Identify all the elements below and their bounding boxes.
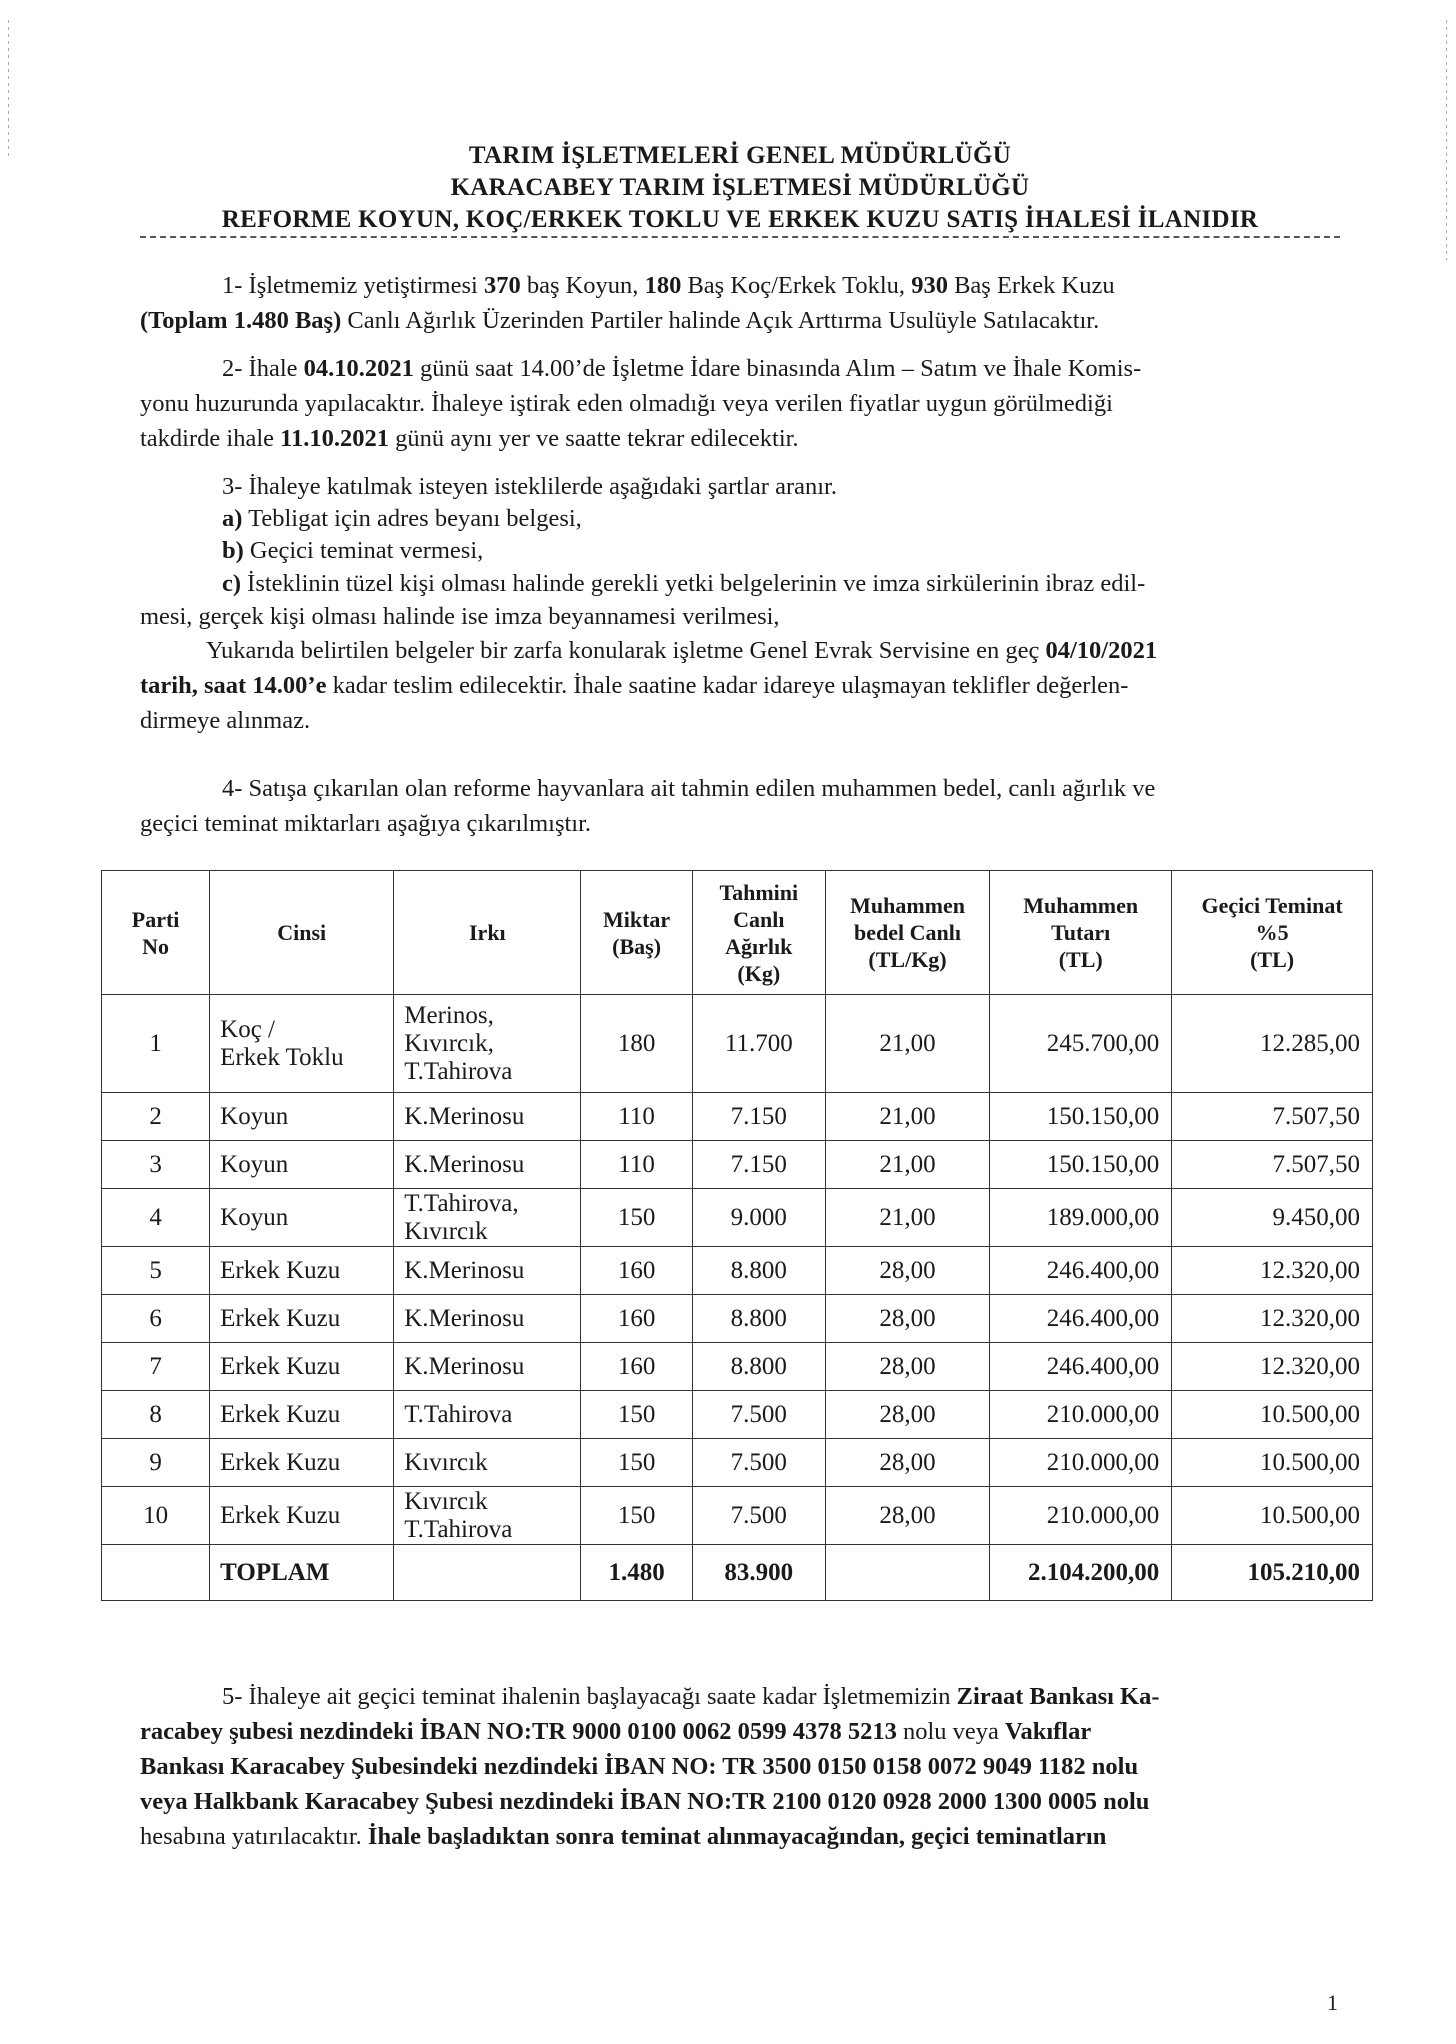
header-bedel: Muhammen bedel Canlı (TL/Kg)	[825, 871, 989, 995]
cell-cinsi	[210, 1487, 394, 1545]
cell-cinsi-line: Koyun	[220, 1102, 289, 1130]
cell-irki-line: T.Tahirova	[404, 1400, 513, 1428]
cell-miktar: 150	[581, 1391, 692, 1439]
table-row	[102, 1487, 1373, 1545]
cell-irki-line: K.Merinosu	[404, 1352, 525, 1380]
cell-cinsi-line: Erkek Toklu	[220, 1043, 344, 1071]
cell-tutar: 246.400,00	[990, 1247, 1172, 1295]
cell-irki	[394, 1141, 581, 1189]
item-4-line-1: 4- Satışa çıkarılan olan reforme hayvanlara ait tahmin edilen muhammen bedel, canlı ağırlık ve	[222, 775, 1156, 802]
cell-irki-line: K.Merinosu	[404, 1150, 525, 1178]
cell-cinsi	[210, 1247, 394, 1295]
cell-cinsi-line: Koç /	[220, 1015, 276, 1043]
total-miktar: 1.480	[581, 1545, 692, 1601]
cell-no: 4	[102, 1189, 210, 1247]
cell-irki	[394, 1093, 581, 1141]
cell-agirlik: 8.800	[692, 1343, 825, 1391]
cell-tutar: 150.150,00	[990, 1141, 1172, 1189]
cell-bedel: 28,00	[825, 1391, 989, 1439]
cell-irki-line: Kıvırcık	[404, 1487, 488, 1515]
cell-tutar: 210.000,00	[990, 1487, 1172, 1545]
cell-miktar: 160	[581, 1343, 692, 1391]
cell-cinsi	[210, 1343, 394, 1391]
cell-bedel: 28,00	[825, 1295, 989, 1343]
cell-no: 7	[102, 1343, 210, 1391]
item-3-c-line-2: mesi, gerçek kişi olması halinde ise imza beyannamesi verilmesi,	[140, 603, 780, 630]
cell-irki-line: T.Tahirova	[404, 1515, 513, 1543]
cell-cinsi-line: Erkek Kuzu	[220, 1448, 341, 1476]
cell-irki	[394, 1295, 581, 1343]
cell-no: 3	[102, 1141, 210, 1189]
total-agirlik: 83.900	[692, 1545, 825, 1601]
cell-miktar: 150	[581, 1189, 692, 1247]
cell-irki-line: Kıvırcık,	[404, 1029, 494, 1057]
total-tutar: 2.104.200,00	[990, 1545, 1172, 1601]
cell-cinsi	[210, 1093, 394, 1141]
table-row	[102, 995, 1373, 1093]
header-irki: Irkı	[394, 871, 581, 995]
table-header-row	[102, 871, 1373, 995]
item-2-line-3: takdirde ihale 11.10.2021 günü aynı yer ve saatte tekrar edilecektir.	[140, 425, 799, 452]
cell-cinsi-line: Koyun	[220, 1150, 289, 1178]
cell-tutar: 210.000,00	[990, 1391, 1172, 1439]
cell-agirlik: 7.500	[692, 1439, 825, 1487]
cell-teminat: 10.500,00	[1172, 1487, 1373, 1545]
header-line-1: TARIM İŞLETMELERİ GENEL MÜDÜRLÜĞÜ	[468, 142, 1012, 169]
page-number: 1	[1327, 1990, 1338, 2015]
cell-no: 2	[102, 1093, 210, 1141]
cell-agirlik: 7.500	[692, 1391, 825, 1439]
cell-miktar: 110	[581, 1093, 692, 1141]
cell-tutar: 246.400,00	[990, 1295, 1172, 1343]
cell-irki-line: K.Merinosu	[404, 1256, 525, 1284]
total-label: TOPLAM	[210, 1545, 394, 1601]
cell-cinsi	[210, 995, 394, 1093]
header-parti-no: Parti No	[102, 871, 210, 995]
table-row	[102, 1439, 1373, 1487]
cell-bedel: 28,00	[825, 1487, 989, 1545]
item-5-line-1: 5- İhaleye ait geçici teminat ihalenin başlayacağı saate kadar İşletmemizin Ziraat Bankası Ka-	[222, 1683, 1160, 1710]
cell-cinsi	[210, 1391, 394, 1439]
cell-teminat: 12.320,00	[1172, 1295, 1373, 1343]
header-cinsi: Cinsi	[210, 871, 394, 995]
cell-irki	[394, 1189, 581, 1247]
cell-irki	[394, 1487, 581, 1545]
cell-miktar: 180	[581, 995, 692, 1093]
cell-agirlik: 7.150	[692, 1141, 825, 1189]
cell-teminat: 9.450,00	[1172, 1189, 1373, 1247]
scan-margin-mark	[8, 20, 9, 160]
scan-margin-mark	[1446, 20, 1447, 260]
cell-irki-line: Kıvırcık	[404, 1217, 488, 1245]
cell-irki-line: K.Merinosu	[404, 1304, 525, 1332]
cell-agirlik: 9.000	[692, 1189, 825, 1247]
cell-no: 10	[102, 1487, 210, 1545]
cell-irki	[394, 1439, 581, 1487]
header-agirlik: Tahmini Canlı Ağırlık (Kg)	[692, 871, 825, 995]
cell-agirlik: 8.800	[692, 1247, 825, 1295]
total-teminat: 105.210,00	[1172, 1545, 1373, 1601]
cell-teminat: 12.285,00	[1172, 995, 1373, 1093]
cell-agirlik: 8.800	[692, 1295, 825, 1343]
cell-irki	[394, 1343, 581, 1391]
cell-teminat: 10.500,00	[1172, 1391, 1373, 1439]
cell-cinsi-line: Erkek Kuzu	[220, 1352, 341, 1380]
total-empty-bedel	[825, 1545, 989, 1601]
header-teminat: Geçici Teminat %5 (TL)	[1172, 871, 1373, 995]
cell-no: 5	[102, 1247, 210, 1295]
cell-miktar: 110	[581, 1141, 692, 1189]
item-3-c-line-1: c) İsteklinin tüzel kişi olması halinde gerekli yetki belgelerinin ve imza sirkülerinin ibraz edil-	[222, 570, 1146, 597]
cell-irki-line: T.Tahirova,	[404, 1189, 519, 1217]
cell-teminat: 12.320,00	[1172, 1343, 1373, 1391]
cell-irki-line: Merinos,	[404, 1001, 494, 1029]
cell-teminat: 10.500,00	[1172, 1439, 1373, 1487]
total-empty-no	[102, 1545, 210, 1601]
cell-agirlik: 7.150	[692, 1093, 825, 1141]
cell-irki	[394, 995, 581, 1093]
cell-tutar: 150.150,00	[990, 1093, 1172, 1141]
cell-bedel: 28,00	[825, 1247, 989, 1295]
cell-cinsi-line: Erkek Kuzu	[220, 1400, 341, 1428]
header-line-3: REFORME KOYUN, KOÇ/ERKEK TOKLU VE ERKEK KUZU SATIŞ İHALESİ İLANIDIR	[221, 206, 1259, 233]
table-total-row	[102, 1545, 1373, 1601]
table-row	[102, 1141, 1373, 1189]
cell-cinsi	[210, 1189, 394, 1247]
item-1-line-1: 1- İşletmemiz yetiştirmesi 370 baş Koyun, 180 Baş Koç/Erkek Toklu, 930 Baş Erkek Kuzu	[222, 272, 1115, 299]
total-empty-irki	[394, 1545, 581, 1601]
cell-bedel: 21,00	[825, 1093, 989, 1141]
cell-miktar: 150	[581, 1439, 692, 1487]
cell-agirlik: 7.500	[692, 1487, 825, 1545]
item-3-b: b) Geçici teminat vermesi,	[222, 537, 484, 564]
cell-bedel: 28,00	[825, 1343, 989, 1391]
item-3-intro: 3- İhaleye katılmak isteyen isteklilerde aşağıdaki şartlar aranır.	[222, 473, 837, 500]
cell-tutar: 246.400,00	[990, 1343, 1172, 1391]
cell-irki-line: K.Merinosu	[404, 1102, 525, 1130]
item-2-line-1: 2- İhale 04.10.2021 günü saat 14.00’de İşletme İdare binasında Alım – Satım ve İhale Komis-	[222, 355, 1142, 382]
cell-tutar: 189.000,00	[990, 1189, 1172, 1247]
table-row	[102, 1343, 1373, 1391]
cell-no: 8	[102, 1391, 210, 1439]
cell-miktar: 160	[581, 1247, 692, 1295]
cell-cinsi	[210, 1141, 394, 1189]
cell-bedel: 21,00	[825, 1141, 989, 1189]
cell-cinsi-line: Erkek Kuzu	[220, 1304, 341, 1332]
table-row	[102, 1247, 1373, 1295]
table-row	[102, 1391, 1373, 1439]
item-3-docs-line-1: Yukarıda belirtilen belgeler bir zarfa konularak işletme Genel Evrak Servisine en geç 04/10/2021	[206, 637, 1158, 664]
cell-tutar: 245.700,00	[990, 995, 1172, 1093]
cell-no: 9	[102, 1439, 210, 1487]
item-5-line-2: racabey şubesi nezdindeki İBAN NO:TR 9000 0100 0062 0599 4378 5213 nolu veya Vakıflar	[140, 1718, 1092, 1745]
cell-irki-line: T.Tahirova	[404, 1057, 513, 1085]
cell-no: 1	[102, 995, 210, 1093]
table-row	[102, 1093, 1373, 1141]
header-line-2: KARACABEY TARIM İŞLETMESİ MÜDÜRLÜĞÜ	[450, 174, 1030, 201]
cell-teminat: 7.507,50	[1172, 1141, 1373, 1189]
cell-agirlik: 11.700	[692, 995, 825, 1093]
cell-cinsi	[210, 1439, 394, 1487]
cell-no: 6	[102, 1295, 210, 1343]
cell-tutar: 210.000,00	[990, 1439, 1172, 1487]
cell-cinsi-line: Erkek Kuzu	[220, 1501, 341, 1529]
cell-cinsi-line: Erkek Kuzu	[220, 1256, 341, 1284]
item-2-line-2: yonu huzurunda yapılacaktır. İhaleye iştirak eden olmadığı veya verilen fiyatlar uygun görülmediği	[140, 390, 1113, 417]
cell-bedel: 21,00	[825, 995, 989, 1093]
cell-teminat: 7.507,50	[1172, 1093, 1373, 1141]
cell-bedel: 21,00	[825, 1189, 989, 1247]
cell-cinsi-line: Koyun	[220, 1203, 289, 1231]
cell-miktar: 150	[581, 1487, 692, 1545]
item-3-docs-line-3: dirmeye alınmaz.	[140, 707, 311, 734]
item-4-line-2: geçici teminat miktarları aşağıya çıkarılmıştır.	[140, 810, 592, 837]
table-row	[102, 1295, 1373, 1343]
cell-irki-line: Kıvırcık	[404, 1448, 488, 1476]
cell-irki	[394, 1391, 581, 1439]
item-5-line-4: veya Halkbank Karacabey Şubesi nezdindeki İBAN NO:TR 2100 0120 0928 2000 1300 0005 nolu	[140, 1788, 1150, 1815]
cell-bedel: 28,00	[825, 1439, 989, 1487]
item-1-line-2: (Toplam 1.480 Baş) Canlı Ağırlık Üzerinden Partiler halinde Açık Arttırma Usulüyle Satılacaktır.	[140, 307, 1100, 334]
auction-table	[101, 870, 1373, 1601]
cell-irki	[394, 1247, 581, 1295]
cell-cinsi	[210, 1295, 394, 1343]
item-5-line-5: hesabına yatırılacaktır. İhale başladıktan sonra teminat alınmayacağından, geçici teminatların	[140, 1823, 1107, 1850]
cell-miktar: 160	[581, 1295, 692, 1343]
table-row	[102, 1189, 1373, 1247]
header-tutar: Muhammen Tutarı (TL)	[990, 871, 1172, 995]
header-miktar: Miktar (Baş)	[581, 871, 692, 995]
item-3-docs-line-2: tarih, saat 14.00’e kadar teslim edilecektir. İhale saatine kadar idareye ulaşmayan teklifler değerlen-	[140, 672, 1129, 699]
item-3-a: a) Tebligat için adres beyanı belgesi,	[222, 505, 582, 532]
cell-teminat: 12.320,00	[1172, 1247, 1373, 1295]
item-5-line-3: Bankası Karacabey Şubesindeki nezdindeki İBAN NO: TR 3500 0150 0158 0072 9049 1182 nolu	[140, 1753, 1139, 1780]
header-divider	[140, 236, 1340, 238]
